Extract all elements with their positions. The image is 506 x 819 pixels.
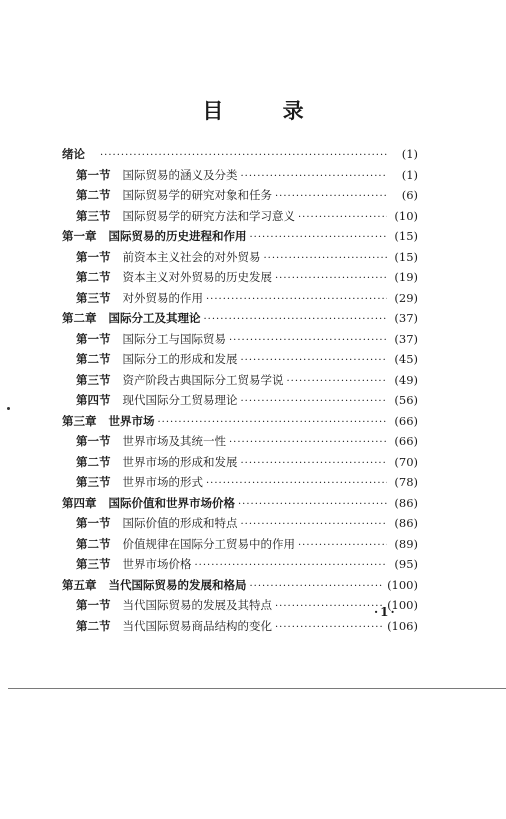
toc-section-row <box>62 249 418 270</box>
toc-chapter-row <box>62 228 418 249</box>
toc-dot-leader <box>241 519 388 530</box>
toc-entry-number: 第二节 <box>76 536 111 551</box>
toc-entry-title: 当代国际贸易商品结构的变化 <box>122 618 272 633</box>
toc-entry-number: 第三章 <box>62 413 97 428</box>
toc-entry-number: 第二节 <box>76 618 111 633</box>
toc-entry-number: 第一节 <box>76 598 111 612</box>
toc-section-row <box>62 597 418 618</box>
toc-dot-leader <box>287 376 388 387</box>
toc-dot-leader <box>206 478 387 489</box>
toc-entry-title: 资本主义对外贸易的历史发展 <box>122 270 272 284</box>
toc-entry-page: (78) <box>394 475 418 489</box>
toc-entry-title: 世界市场 <box>108 413 155 428</box>
toc-entry-number: 第四章 <box>62 495 97 510</box>
toc-entry-title: 价值规律在国际分工贸易中的作用 <box>122 536 295 551</box>
toc-entry-title: 国际贸易学的研究对象和任务 <box>122 188 272 202</box>
toc-chapter-row <box>62 577 418 598</box>
toc-entry-number: 第一章 <box>62 229 97 243</box>
toc-section-row <box>62 618 418 639</box>
toc-entry-number: 第二节 <box>76 270 111 284</box>
toc-entry-title: 对外贸易的作用 <box>122 290 203 305</box>
toc-section-row <box>62 556 418 577</box>
toc-entry-title: 当代国际贸易的发展和格局 <box>108 577 247 592</box>
toc-entry-page: (66) <box>394 434 418 448</box>
scan-speck <box>7 407 10 410</box>
toc-entry-title: 国际分工及其理论 <box>108 311 201 325</box>
toc-dot-leader <box>238 499 387 510</box>
toc-entry-title: 国际分工与国际贸易 <box>122 331 226 346</box>
toc-entry-title: 世界市场价格 <box>122 557 192 571</box>
toc-section-row <box>62 392 418 413</box>
toc-entry-title: 世界市场的形式 <box>122 475 203 489</box>
toc-entry-page: (15) <box>394 249 418 264</box>
toc-dot-leader <box>241 396 388 407</box>
toc-title: 目 录 <box>202 99 330 123</box>
toc-entry-number: 第二节 <box>76 188 111 202</box>
toc-chapter-row <box>62 146 418 167</box>
toc-section-row <box>62 331 418 352</box>
toc-section-row <box>62 474 418 495</box>
toc-entry-page: (45) <box>394 352 418 366</box>
toc-dot-leader <box>250 232 388 243</box>
toc-entry-page: (56) <box>394 393 418 407</box>
toc-section-row <box>62 269 418 290</box>
toc-entry-title: 国际贸易学的研究方法和学习意义 <box>122 208 295 223</box>
toc-entry-number: 第三节 <box>76 372 111 387</box>
toc-entry-title: 当代国际贸易的发展及其特点 <box>122 598 272 612</box>
toc-dot-leader <box>206 294 387 305</box>
toc-entry-number: 第一节 <box>76 434 111 448</box>
toc-entry-page: (100) <box>387 577 418 592</box>
toc-entry-page: (29) <box>394 290 418 305</box>
toc-section-row <box>62 372 418 393</box>
toc-entry-number: 第四节 <box>76 393 111 407</box>
toc-entry-page: (86) <box>394 495 418 510</box>
toc-entry-page: (37) <box>394 311 418 325</box>
toc-dot-leader <box>275 191 387 202</box>
toc-entry-page: (66) <box>394 413 418 428</box>
toc-section-row <box>62 454 418 475</box>
toc-dot-leader <box>298 212 387 223</box>
toc-section-row <box>62 536 418 557</box>
toc-dot-leader <box>241 355 388 366</box>
toc-entry-title: 国际贸易的涵义及分类 <box>122 167 238 182</box>
toc-dot-leader <box>195 560 388 571</box>
toc-entry-title: 资产阶段古典国际分工贸易学说 <box>122 372 284 387</box>
toc-entry-page: (86) <box>394 516 418 530</box>
toc-entry-page: (95) <box>394 557 418 571</box>
scan-edge-line <box>8 688 506 689</box>
toc-section-row <box>62 290 418 311</box>
toc-entry-page: (15) <box>394 229 418 243</box>
toc-entry-page: (89) <box>394 536 418 551</box>
toc-dot-leader <box>298 540 387 551</box>
toc-entry-title: 世界市场的形成和发展 <box>122 454 238 469</box>
toc-entry-number: 第一节 <box>76 249 111 264</box>
toc-entry-page: (1) <box>401 167 418 182</box>
toc-dot-leader <box>275 601 384 612</box>
toc-section-row <box>62 187 418 208</box>
toc-entry-number: 第五章 <box>62 577 97 592</box>
toc-dot-leader <box>158 417 388 428</box>
toc-entry-title: 国际价值的形成和特点 <box>122 516 238 530</box>
toc-entry-page: (19) <box>394 270 418 284</box>
toc-dot-leader <box>204 314 388 325</box>
toc-chapter-row <box>62 413 418 434</box>
toc-section-row <box>62 351 418 372</box>
toc-entry-number: 第一节 <box>76 331 111 346</box>
toc-chapter-row <box>62 310 418 331</box>
toc-dot-leader <box>229 437 387 448</box>
table-of-contents <box>62 146 418 638</box>
toc-entry-page: (100) <box>387 598 418 612</box>
toc-section-row <box>62 433 418 454</box>
toc-entry-number: 第三节 <box>76 475 111 489</box>
toc-entry-page: (37) <box>394 331 418 346</box>
toc-entry-number: 绪论 <box>62 147 85 161</box>
toc-entry-title: 现代国际分工贸易理论 <box>122 393 238 407</box>
toc-chapter-row <box>62 495 418 516</box>
toc-entry-title: 前资本主义社会的对外贸易 <box>122 249 261 264</box>
toc-entry-page: (106) <box>387 618 418 633</box>
toc-entry-number: 第一节 <box>76 516 111 530</box>
toc-dot-leader <box>100 150 387 161</box>
page-number: ·1· <box>374 605 397 619</box>
toc-section-row <box>62 167 418 188</box>
toc-entry-page: (49) <box>394 372 418 387</box>
toc-entry-page: (70) <box>394 454 418 469</box>
toc-entry-page: (10) <box>394 208 418 223</box>
toc-entry-title: 国际价值和世界市场价格 <box>108 495 235 510</box>
toc-entry-title: 国际贸易的历史进程和作用 <box>108 229 247 243</box>
toc-entry-number: 第一节 <box>76 167 111 182</box>
toc-entry-number: 第二章 <box>62 311 97 325</box>
toc-dot-leader <box>241 458 388 469</box>
toc-entry-title: 世界市场及其统一性 <box>122 434 226 448</box>
toc-entry-number: 第三节 <box>76 290 111 305</box>
toc-dot-leader <box>241 171 388 182</box>
toc-entry-number: 第三节 <box>76 208 111 223</box>
toc-entry-page: (1) <box>401 147 418 161</box>
toc-dot-leader <box>264 253 388 264</box>
toc-section-row <box>62 515 418 536</box>
toc-entry-page: (6) <box>401 188 418 202</box>
toc-dot-leader <box>229 335 387 346</box>
toc-dot-leader <box>250 581 385 592</box>
toc-entry-number: 第二节 <box>76 352 111 366</box>
toc-entry-title: 国际分工的形成和发展 <box>122 352 238 366</box>
toc-entry-number: 第二节 <box>76 454 111 469</box>
toc-entry-number: 第三节 <box>76 557 111 571</box>
toc-dot-leader <box>275 273 387 284</box>
toc-dot-leader <box>275 622 384 633</box>
toc-section-row <box>62 208 418 229</box>
